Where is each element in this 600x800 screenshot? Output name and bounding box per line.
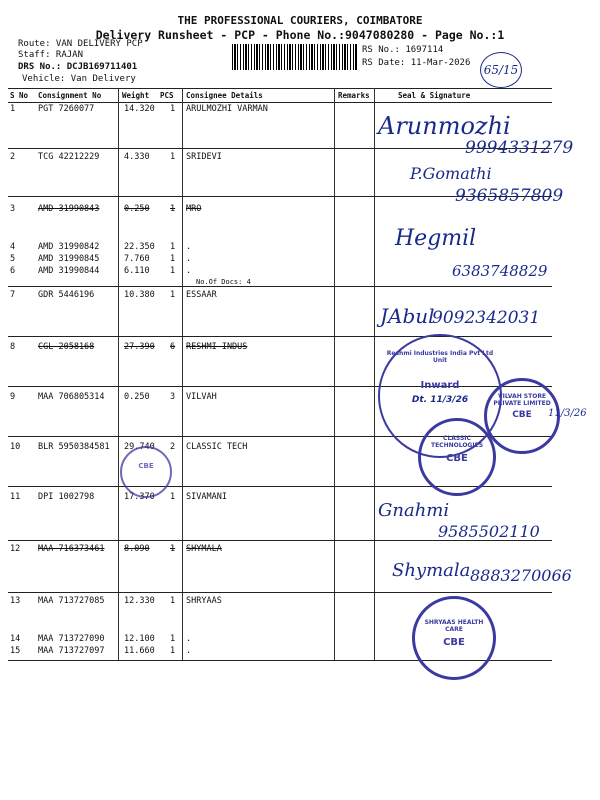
row-weight: 7.760 bbox=[124, 254, 150, 264]
row-separator bbox=[8, 592, 552, 593]
col-header-consignee: Consignee Details bbox=[186, 91, 263, 100]
signature-6: Shymala bbox=[392, 560, 471, 581]
row-pcs: 1 bbox=[170, 646, 176, 656]
row-weight: 17.370 bbox=[124, 492, 155, 502]
row-consignment-no: AMD 31990843 bbox=[38, 204, 100, 214]
stamp-classic-city: CBE bbox=[446, 453, 468, 464]
row-consignee: VILVAH bbox=[186, 392, 217, 402]
col-header-weight: Weight bbox=[122, 91, 150, 100]
col-divider bbox=[334, 88, 335, 660]
stamp-inward: Inward bbox=[420, 380, 460, 391]
row-weight: 14.320 bbox=[124, 104, 155, 114]
row-sno: 11 bbox=[10, 492, 21, 502]
stamp-reshmi-text: Reshmi Industries India Pvt Ltd Unit bbox=[386, 350, 494, 364]
stamp-vilvah-city: CBE bbox=[512, 410, 532, 420]
col-header-pcs: PCS bbox=[160, 91, 174, 100]
stamp-inward-date: Dt. 11/3/26 bbox=[411, 395, 469, 405]
col-divider bbox=[374, 88, 375, 660]
table-header-border bbox=[8, 102, 552, 103]
row-sno: 6 bbox=[10, 266, 16, 276]
row-consignee: . bbox=[186, 634, 192, 644]
row-consignment-no: MAA 716373461 bbox=[38, 544, 105, 554]
row-pcs: 1 bbox=[170, 104, 176, 114]
shryaas-health-care-stamp bbox=[412, 596, 496, 680]
row-pcs: 1 bbox=[170, 596, 176, 606]
row-weight: 4.330 bbox=[124, 152, 150, 162]
row-consignment-no: BLR 5950384581 bbox=[38, 442, 110, 452]
row-pcs: 1 bbox=[170, 544, 176, 554]
row-consignment-no: TCG 42212229 bbox=[38, 152, 100, 162]
no-of-docs: No.Of Docs: 4 bbox=[196, 278, 251, 286]
row-consignment-no: GDR 5446196 bbox=[38, 290, 95, 300]
row-weight: 0.250 bbox=[124, 204, 150, 214]
rs-date: RS Date: 11-Mar-2026 bbox=[362, 58, 471, 68]
barcode bbox=[232, 44, 358, 70]
row-sno: 13 bbox=[10, 596, 21, 606]
col-header-remarks: Remarks bbox=[338, 91, 370, 100]
row-pcs: 2 bbox=[170, 442, 176, 452]
row-consignee: . bbox=[186, 266, 192, 276]
row-consignee: SRIDEVI bbox=[186, 152, 222, 162]
stamp-vilvah-text: VILVAH STORE PRIVATE LIMITED bbox=[493, 393, 551, 407]
drs-number: DRS No.: DCJB169711401 bbox=[18, 62, 138, 72]
signature-5: Gnahmi bbox=[378, 500, 450, 521]
row-sno: 8 bbox=[10, 342, 16, 352]
row-pcs: 6 bbox=[170, 342, 176, 352]
row-sno: 3 bbox=[10, 204, 16, 214]
col-header-seal: Seal & Signature bbox=[398, 91, 471, 100]
row-sno: 2 bbox=[10, 152, 16, 162]
row-sno: 10 bbox=[10, 442, 21, 452]
row-consignee: MRO bbox=[186, 204, 202, 214]
row-weight: 27.390 bbox=[124, 342, 155, 352]
row-consignee: . bbox=[186, 242, 192, 252]
route: Route: VAN DELIVERY PCP bbox=[18, 39, 143, 49]
row-consignee: . bbox=[186, 254, 192, 264]
stamp-small-city: CBE bbox=[138, 462, 154, 470]
col-header-sno: S No bbox=[10, 91, 29, 100]
row-consignment-no: DPI 1002798 bbox=[38, 492, 95, 502]
row-sno: 9 bbox=[10, 392, 16, 402]
row-consignee: RESHMI INDUS bbox=[186, 342, 248, 352]
col-divider bbox=[182, 88, 183, 660]
row-consignee: CLASSIC TECH bbox=[186, 442, 248, 452]
signature-3: Hegmil bbox=[395, 226, 477, 251]
runsheet-title: Delivery Runsheet - PCP - Phone No.:9047080280 - Page No.:1 bbox=[95, 28, 505, 42]
row-consignee: SHRYAAS bbox=[186, 596, 222, 606]
phone-5: 9585502110 bbox=[438, 522, 540, 541]
row-consignment-no: MAA 713727090 bbox=[38, 634, 105, 644]
row-sno: 4 bbox=[10, 242, 16, 252]
signature-2: P.Gomathi bbox=[410, 164, 492, 183]
row-pcs: 1 bbox=[170, 254, 176, 264]
row-sno: 14 bbox=[10, 634, 21, 644]
row-pcs: 1 bbox=[170, 242, 176, 252]
row-consignment-no: MAA 706805314 bbox=[38, 392, 105, 402]
classic-technologies-stamp bbox=[418, 418, 496, 496]
company-name: THE PROFESSIONAL COURIERS, COIMBATORE bbox=[177, 14, 423, 27]
stamp-health-text: SHRYAAS HEALTH CARE bbox=[424, 619, 484, 633]
phone-2: 9365857809 bbox=[455, 186, 564, 206]
table-top-border bbox=[8, 88, 552, 89]
row-pcs: 1 bbox=[170, 152, 176, 162]
row-weight: 6.110 bbox=[124, 266, 150, 276]
row-separator bbox=[8, 286, 552, 287]
row-weight: 12.330 bbox=[124, 596, 155, 606]
row-consignment-no: AMD 31990844 bbox=[38, 266, 100, 276]
row-sno: 1 bbox=[10, 104, 16, 114]
row-consignment-no: MAA 713727097 bbox=[38, 646, 105, 656]
col-header-consignment: Consignment No bbox=[38, 91, 102, 100]
row-consignment-no: CGL 2058168 bbox=[38, 342, 95, 352]
row-pcs: 1 bbox=[170, 492, 176, 502]
row-pcs: 1 bbox=[170, 204, 176, 214]
vilvah-date: 11/3/26 bbox=[548, 408, 587, 419]
col-divider bbox=[118, 88, 119, 660]
row-consignee: ARULMOZHI VARMAN bbox=[186, 104, 268, 114]
signature-1: Arunmozhi bbox=[378, 112, 511, 140]
classic-tech-small-stamp bbox=[120, 446, 172, 498]
row-sno: 5 bbox=[10, 254, 16, 264]
staff: Staff: RAJAN bbox=[18, 50, 84, 60]
signature-4: JAbul bbox=[380, 304, 435, 328]
row-weight: 29.740 bbox=[124, 442, 155, 452]
row-consignee: . bbox=[186, 646, 192, 656]
vehicle: Vehicle: Van Delivery bbox=[22, 74, 136, 84]
rs-number: RS No.: 1697114 bbox=[362, 45, 444, 55]
row-weight: 22.350 bbox=[124, 242, 155, 252]
row-consignment-no: AMD 31990845 bbox=[38, 254, 100, 264]
row-weight: 12.100 bbox=[124, 634, 155, 644]
row-consignee: ESSAAR bbox=[186, 290, 217, 300]
row-weight: 8.090 bbox=[124, 544, 150, 554]
row-consignment-no: MAA 713727085 bbox=[38, 596, 105, 606]
row-pcs: 3 bbox=[170, 392, 176, 402]
row-sno: 7 bbox=[10, 290, 16, 300]
row-pcs: 1 bbox=[170, 634, 176, 644]
phone-6: 8883270066 bbox=[470, 566, 572, 585]
row-sno: 15 bbox=[10, 646, 21, 656]
handwritten-circle-note: 65/15 bbox=[480, 52, 522, 88]
row-sno: 12 bbox=[10, 544, 21, 554]
phone-3: 6383748829 bbox=[452, 262, 548, 280]
row-weight: 0.250 bbox=[124, 392, 150, 402]
row-pcs: 1 bbox=[170, 290, 176, 300]
phone-1: 9994331279 bbox=[465, 138, 574, 158]
row-consignee: SIVAMANI bbox=[186, 492, 227, 502]
row-consignee: SHYMALA bbox=[186, 544, 222, 554]
stamp-classic-text: CLASSIC TECHNOLOGIES bbox=[430, 435, 484, 449]
phone-4: 9092342031 bbox=[432, 308, 541, 328]
row-consignment-no: AMD 31990842 bbox=[38, 242, 100, 252]
stamp-health-city: CBE bbox=[443, 637, 465, 648]
row-weight: 11.660 bbox=[124, 646, 155, 656]
row-separator bbox=[8, 336, 552, 337]
row-consignment-no: PGT 7260077 bbox=[38, 104, 95, 114]
row-pcs: 1 bbox=[170, 266, 176, 276]
row-weight: 10.380 bbox=[124, 290, 155, 300]
